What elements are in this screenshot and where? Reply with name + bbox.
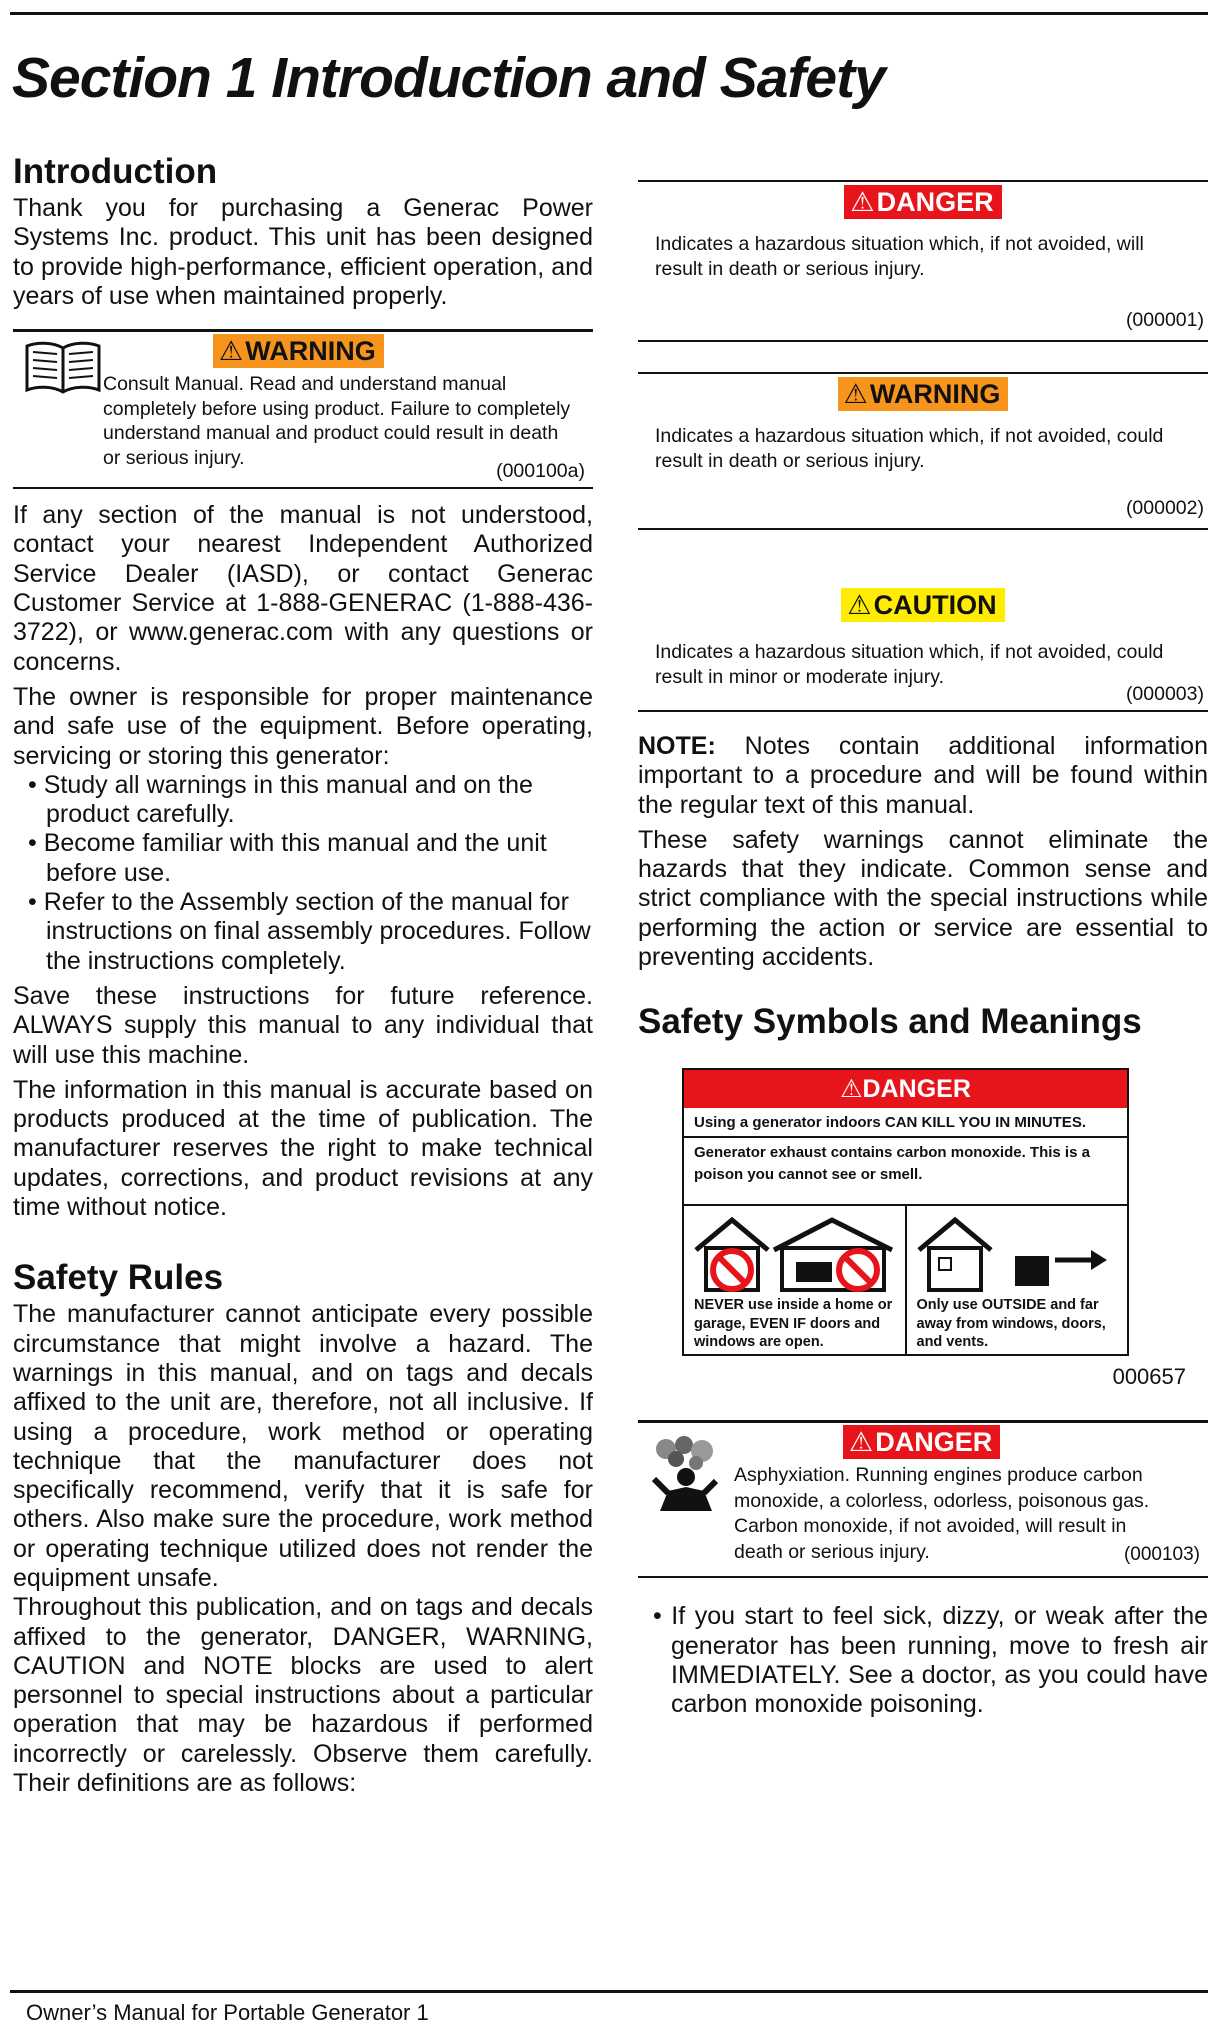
safety-warnings-paragraph: These safety warnings cannot eliminate the hazards that they indicate. Common sense and strict compliance with the special instructions while performing the action or service are essential to preventing accidents.: [638, 825, 1208, 972]
note-paragraph: [638, 732, 1208, 820]
co-pane-outside: [907, 1206, 1128, 1354]
intro-paragraph-5: The information in this manual is accurate based on products produced at the time of publication. The manufacturer reserves the right to make technical updates, corrections, and product revisions at any time without notice.: [13, 1075, 593, 1222]
warning-definition-text: Indicates a hazardous situation which, if not avoided, could result in death or serious injury.: [655, 425, 1164, 472]
introduction-heading: Introduction: [13, 152, 218, 191]
danger-code: (000001): [1125, 309, 1204, 331]
co-panel-code: 000657: [1112, 1364, 1186, 1390]
warning-triangle-icon: ⚠: [219, 335, 244, 366]
left-column: [13, 150, 593, 1798]
top-rule: [10, 12, 1208, 15]
warning-triangle-icon: ⚠: [847, 589, 872, 620]
co-danger-header: ⚠ DANGER: [684, 1070, 1127, 1108]
list-item: • If you start to feel sick, dizzy, or weak after the generator has been running, move to fresh air IMMEDIATELY. See a doctor, as you could have carbon monoxide poisoning.: [653, 1602, 1209, 1719]
note-label: NOTE:: [638, 732, 716, 760]
safety-rules-paragraph-1: The manufacturer cannot anticipate every possible circumstance that might involve a hazard. The warnings in this manual, and on tags and decals affixed to the unit are, therefore, not all inclusive. If using a procedure, work method or operating technique that the manufacturer does not specifically recommend, verify that it is safe for others. Also make sure the procedure, work method or operating technique utilized does not render the equipment unsafe.: [13, 1300, 593, 1592]
danger-definition-text: Indicates a hazardous situation which, if not avoided, will result in death or serious injury.: [655, 233, 1144, 280]
co-line-2: Generator exhaust contains carbon monoxide. This is a poison you cannot see or smell.: [684, 1138, 1127, 1206]
asphyxiation-code: (000103): [1123, 1544, 1200, 1566]
open-manual-icon: [23, 340, 103, 396]
warning-triangle-icon: ⚠: [843, 378, 868, 409]
co-outside-caption: Only use OUTSIDE and far away from windows, doors, and vents.: [916, 1297, 1106, 1351]
co-sickness-bullets: [638, 1602, 1208, 1719]
carbon-monoxide-danger-panel: [682, 1068, 1129, 1356]
warning-badge: ⚠ WARNING: [838, 377, 1009, 411]
caution-code: (000003): [1125, 683, 1204, 705]
caution-definition-block: [638, 560, 1208, 712]
co-pictograms: [684, 1206, 1127, 1354]
co-indoors-caption: NEVER use inside a home or garage, EVEN IF doors and windows are open.: [694, 1297, 893, 1351]
co-line-1: Using a generator indoors CAN KILL YOU IN MINUTES.: [684, 1108, 1127, 1138]
intro-paragraph-1: Thank you for purchasing a Generac Power Systems Inc. product. This unit has been designed to provide high-performance, efficient operation, and years of use when maintained properly.: [13, 194, 593, 310]
owner-bullets: [13, 771, 593, 976]
consult-manual-text: Consult Manual. Read and understand manual completely before using product. Failure to completely understand manual and product could result in death or serious injury.: [103, 373, 571, 469]
intro-paragraph-4: Save these instructions for future reference. ALWAYS supply this manual to any individual that will use this machine.: [13, 981, 593, 1069]
warning-triangle-icon: ⚠: [850, 186, 875, 217]
right-column: [638, 180, 1208, 1720]
co-pane-indoors: [684, 1206, 907, 1354]
note-text: Notes contain additional information important to a procedure and will be found within the regular text of this manual.: [638, 732, 1208, 819]
safety-rules-paragraph-2: Throughout this publication, and on tags and decals affixed to the generator, DANGER, WARNING, CAUTION and NOTE blocks are used to alert personnel to special instructions about a particular operation that may be hazardous if performed incorrectly or carelessly. Observe them carefully. Their definitions are as follows:: [13, 1593, 593, 1798]
caution-definition-text: Indicates a hazardous situation which, if not avoided, could result in minor or moderate injury.: [655, 641, 1164, 688]
intro-paragraph-3: The owner is responsible for proper maintenance and safe use of the equipment. Before operating, servicing or storing this generator:: [13, 682, 593, 770]
warning-code: (000002): [1125, 497, 1204, 519]
exhaust-fumes-icon: [646, 1435, 722, 1511]
warning-triangle-icon: ⚠: [840, 1075, 863, 1104]
warning-triangle-icon: ⚠: [849, 1426, 874, 1457]
warning-badge: [213, 334, 384, 368]
list-item: • Study all warnings in this manual and on the product carefully.: [28, 770, 533, 829]
list-item: • Refer to the Assembly section of the manual for instructions on final assembly procedures. Follow the instructions completely.: [28, 888, 591, 975]
warning-badge-label: WARNING: [245, 335, 376, 366]
asphyxiation-danger-block: [638, 1420, 1208, 1578]
page-footer: Owner’s Manual for Portable Generator 1: [26, 2000, 429, 2025]
danger-badge: ⚠ DANGER: [844, 185, 1001, 219]
safety-rules-heading: Safety Rules: [13, 1258, 224, 1298]
asphyxiation-text: Asphyxiation. Running engines produce carbon monoxide, a colorless, odorless, poisonous gas. Carbon monoxide, if not avoided, will result in death or serious injury.: [734, 1464, 1150, 1563]
outdoor-generator-icon: [915, 1214, 1125, 1294]
list-item: • Become familiar with this manual and the unit before use.: [28, 829, 547, 887]
caution-badge: ⚠ CAUTION: [841, 588, 1004, 622]
danger-definition-block: [638, 180, 1208, 342]
intro-paragraph-2: If any section of the manual is not understood, contact your nearest Independent Authorized Service Dealer (IASD), or contact Generac Customer Service at 1-888-GENERAC (1-888-436-3722), or www.generac.com with any questions or concerns.: [13, 501, 593, 676]
bottom-rule: [10, 1990, 1208, 1993]
warning-definition-block: [638, 372, 1208, 530]
safety-symbols-heading: Safety Symbols and Meanings: [638, 1002, 1142, 1042]
consult-manual-code: (000100a): [496, 460, 585, 483]
consult-manual-warning: [13, 329, 593, 489]
no-indoor-generator-icon: [692, 1214, 902, 1294]
danger-badge: ⚠ DANGER: [843, 1425, 1000, 1459]
section-title: Section 1 Introduction and Safety: [12, 46, 885, 110]
